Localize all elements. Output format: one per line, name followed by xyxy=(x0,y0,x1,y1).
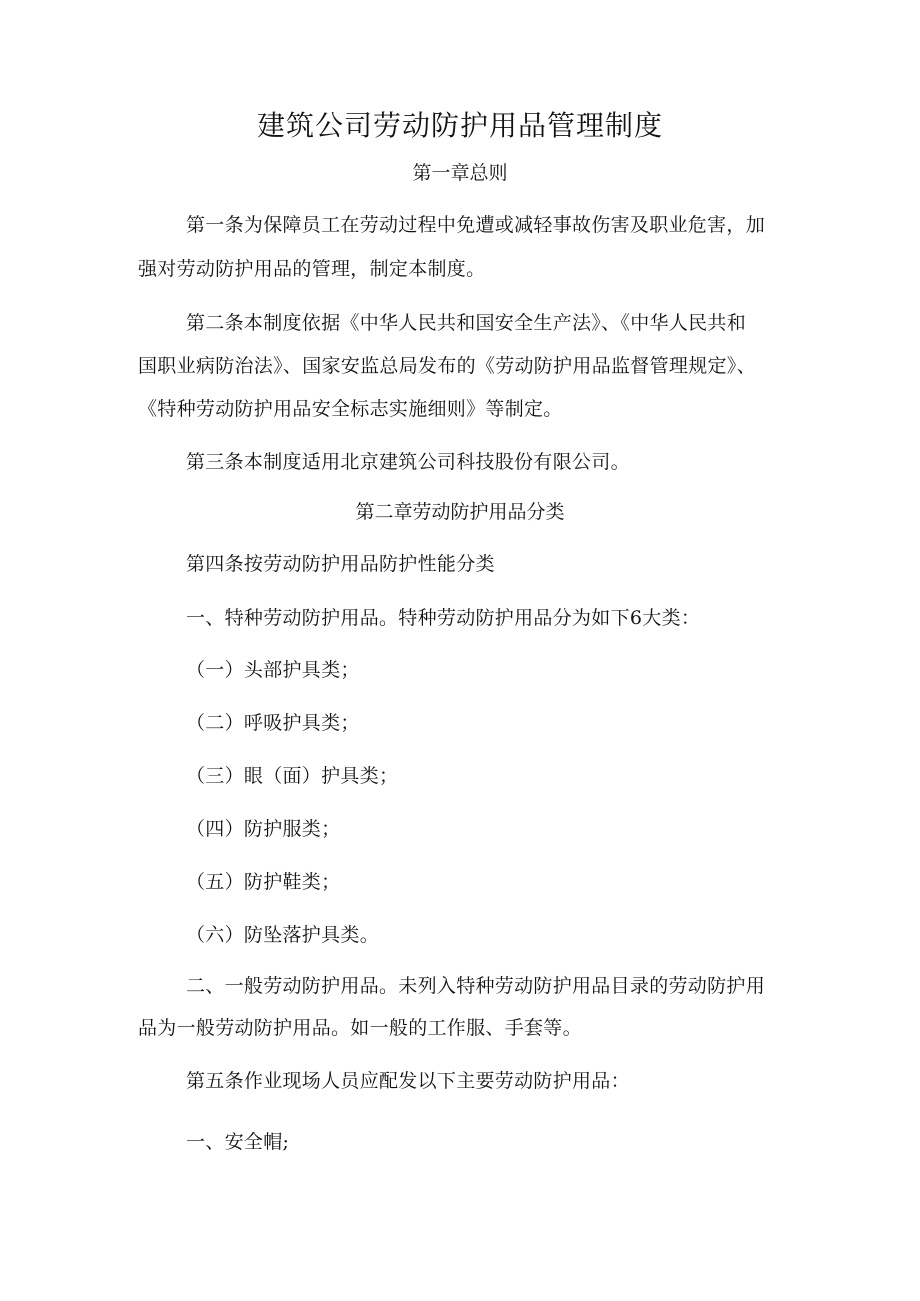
chapter-2-heading: 第二章劳动防护用品分类 xyxy=(355,501,565,523)
article-5: 第五条作业现场人员应配发以下主要劳动防护用品： xyxy=(186,1070,630,1092)
article-1-line-2: 强对劳动防护用品的管理，制定本制度。 xyxy=(138,258,486,280)
article-1-line-1: 第一条为保障员工在劳动过程中免遭或减轻事故伤害及职业危害，加 xyxy=(186,214,766,236)
sub-item-6: （六）防坠落护具类。 xyxy=(186,924,380,946)
item-2-line-1: 二、一般劳动防护用品。未列入特种劳动防护用品目录的劳动防护用 xyxy=(186,975,766,997)
document-title: 建筑公司劳动防护用品管理制度 xyxy=(256,109,663,142)
article-3: 第三条本制度适用北京建筑公司科技股份有限公司。 xyxy=(186,451,630,473)
item-1: 一、特种劳动防护用品。特种劳动防护用品分为如下6大类： xyxy=(186,607,701,629)
article-2-line-3: 《特种劳动防护用品安全标志实施细则》等制定。 xyxy=(138,398,563,420)
article-4: 第四条按劳动防护用品防护性能分类 xyxy=(186,553,495,575)
article-2-line-2: 国职业病防治法》、国家安监总局发布的《劳动防护用品监督管理规定》、 xyxy=(138,355,756,377)
article-2-line-1: 第二条本制度依据《中华人民共和国安全生产法》、《中华人民共和 xyxy=(186,312,747,334)
article-5-item-1: 一、安全帽; xyxy=(186,1131,290,1153)
chapter-1-heading: 第一章总则 xyxy=(412,162,508,184)
sub-item-3: （三）眼（面）护具类； xyxy=(186,765,399,787)
sub-item-4: （四）防护服类； xyxy=(186,818,341,840)
sub-item-1: （一）头部护具类； xyxy=(186,659,360,681)
item-2-line-2: 品为一般劳动防护用品。如一般的工作服、手套等。 xyxy=(138,1017,582,1039)
sub-item-2: （二）呼吸护具类； xyxy=(186,712,360,734)
sub-item-5: （五）防护鞋类； xyxy=(186,871,341,893)
